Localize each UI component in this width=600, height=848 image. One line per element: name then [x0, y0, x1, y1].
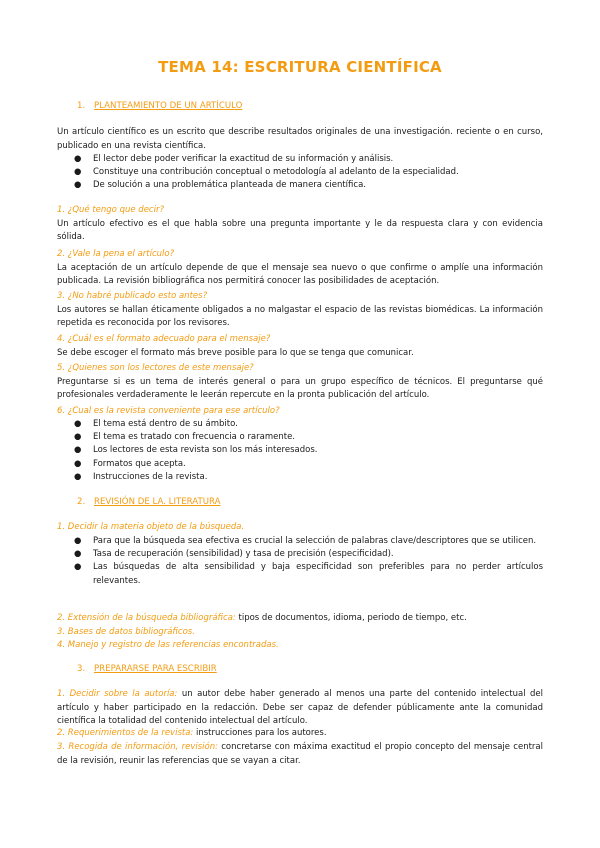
question-label: 1. Decidir sobre la autoría: [57, 689, 178, 699]
section-title: REVISIÓN DE LA. LITERATURA [94, 497, 221, 507]
question-label: 3. Bases de datos bibliográficos. [57, 626, 195, 637]
list-item: ● El tema está dentro de su ámbito. [57, 418, 543, 431]
section-heading-2 [77, 497, 221, 507]
question-label: 1. Decidir la materia objeto de la búsqueda. [57, 522, 245, 532]
page-title: TEMA 14: ESCRITURA CIENTÍFICA [158, 58, 442, 76]
section-number: 3. [77, 664, 86, 674]
answer-text: La aceptación de un artículo depende de que el mensaje sea nuevo o que confirme o amplíe una información publicada. La revisión bibliográfica nos permitirá conocer las posibilidades de aceptación. [57, 262, 543, 287]
list-item: ● Tasa de recuperación (sensibilidad) y tasa de precisión (especificidad). [57, 548, 543, 561]
list-item: ● Constituye una contribución conceptual o metodología al adelanto de la especialidad. [57, 166, 543, 179]
bullet-icon: ● [74, 536, 82, 546]
bullet-icon: ● [74, 471, 82, 482]
question-block [57, 741, 543, 768]
question-block [57, 688, 543, 729]
paragraph-intro: Un artículo científico es un escrito que describe resultados originales de una investigación. reciente o en curso, publicado en una revista científica. [57, 127, 543, 151]
answer-text: Un artículo efectivo es el que habla sobre una pregunta importante y le da respuesta clara y con evidencia sólida. [57, 218, 543, 243]
question-block [57, 290, 543, 331]
question-label: 4. Manejo y registro de las referencias encontradas. [57, 640, 279, 651]
answer-text: instrucciones para los autores. [193, 728, 327, 738]
section-number: 1. [77, 101, 86, 111]
list-item: ● Para que la búsqueda sea efectiva es crucial la selección de palabras clave/descriptores que se utilicen. [57, 535, 543, 548]
answer-text: Los autores se hallan éticamente obligados a no malgastar el espacio de las revistas biomédicas. La información repetida es reconocida por los revisores. [57, 304, 543, 329]
list-item: ● Formatos que acepta. [57, 458, 543, 471]
question-block [57, 362, 543, 403]
answer-text: Preguntarse si es un tema de interés general o para un grupo específico de técnicos. El preguntarse qué profesionales verdaderamente le leerán repercute en la pronta publicación del artículo. [57, 376, 543, 401]
section-title: PLANTEAMIENTO DE UN ARTÍCULO [94, 101, 243, 111]
question-block [57, 612, 543, 653]
question-block [57, 727, 543, 741]
question-label: 3. Recogida de información, revisión: [57, 742, 218, 752]
section-heading-1 [77, 101, 242, 111]
question-label: 2. Extensión de la búsqueda bibliográfica: [57, 613, 236, 623]
list-item: ● Instrucciones de la revista. [57, 471, 543, 484]
question-label: 2. Requerimientos de la revista: [57, 728, 194, 738]
section-title: PREPARARSE PARA ESCRIBIR [94, 664, 217, 674]
bullet-list [57, 153, 543, 193]
bullet-list [57, 535, 543, 588]
bullet-list [57, 418, 543, 484]
list-item: ● El tema es tratado con frecuencia o raramente. [57, 431, 543, 444]
section-number: 2. [77, 497, 86, 507]
question-label: 6. ¿Cual es la revista conveniente para ese artículo? [57, 406, 280, 416]
list-item: ● Las búsquedas de alta sensibilidad y baja especificidad son preferibles para no perder artículos relevantes. [74, 562, 543, 586]
question-block [57, 333, 543, 360]
bullet-icon: ● [74, 562, 82, 573]
answer-text: concretarse con máxima exactitud el propio concepto del mensaje central de la revisión, reunir las referencias que se vayan a citar. [57, 742, 543, 766]
question-block [57, 521, 543, 535]
bullet-icon: ● [74, 445, 82, 456]
bullet-icon: ● [74, 419, 82, 429]
question-block [57, 204, 543, 245]
bullet-icon: ● [74, 549, 82, 560]
question-label: 4. ¿Cuál es el formato adecuado para el mensaje? [57, 334, 271, 344]
bullet-icon: ● [74, 458, 82, 469]
question-label: 2. ¿Vale la pena el artículo? [57, 249, 175, 259]
question-block [57, 248, 543, 289]
bullet-icon: ● [74, 167, 82, 178]
question-block [57, 405, 543, 419]
question-label: 1. ¿Qué tengo que decir? [57, 205, 164, 215]
answer-text: Se debe escoger el formato más breve posible para lo que se tenga que comunicar. [57, 347, 414, 358]
section-heading-3 [77, 664, 217, 674]
bullet-icon: ● [74, 432, 82, 443]
answer-text: un autor debe haber generado al menos una parte del contenido intelectual del artículo y haber participado en la redacción. Debe ser capaz de defender públicamente ante la comunidad científica la totalidad del contenido intelectual del artículo. [57, 689, 544, 727]
question-label: 5. ¿Quienes son los lectores de este mensaje? [57, 363, 254, 373]
bullet-icon: ● [74, 154, 82, 164]
bullet-icon: ● [74, 180, 82, 191]
list-item: ● El lector debe poder verificar la exactitud de su información y análisis. [57, 153, 543, 166]
list-item: ● Los lectores de esta revista son los más interesados. [57, 444, 543, 457]
question-label: 3. ¿No habré publicado esto antes? [57, 291, 208, 301]
answer-text: tipos de documentos, idioma, periodo de tiempo, etc. [235, 613, 467, 623]
list-item: ● De solución a una problemática planteada de manera científica. [57, 179, 543, 192]
